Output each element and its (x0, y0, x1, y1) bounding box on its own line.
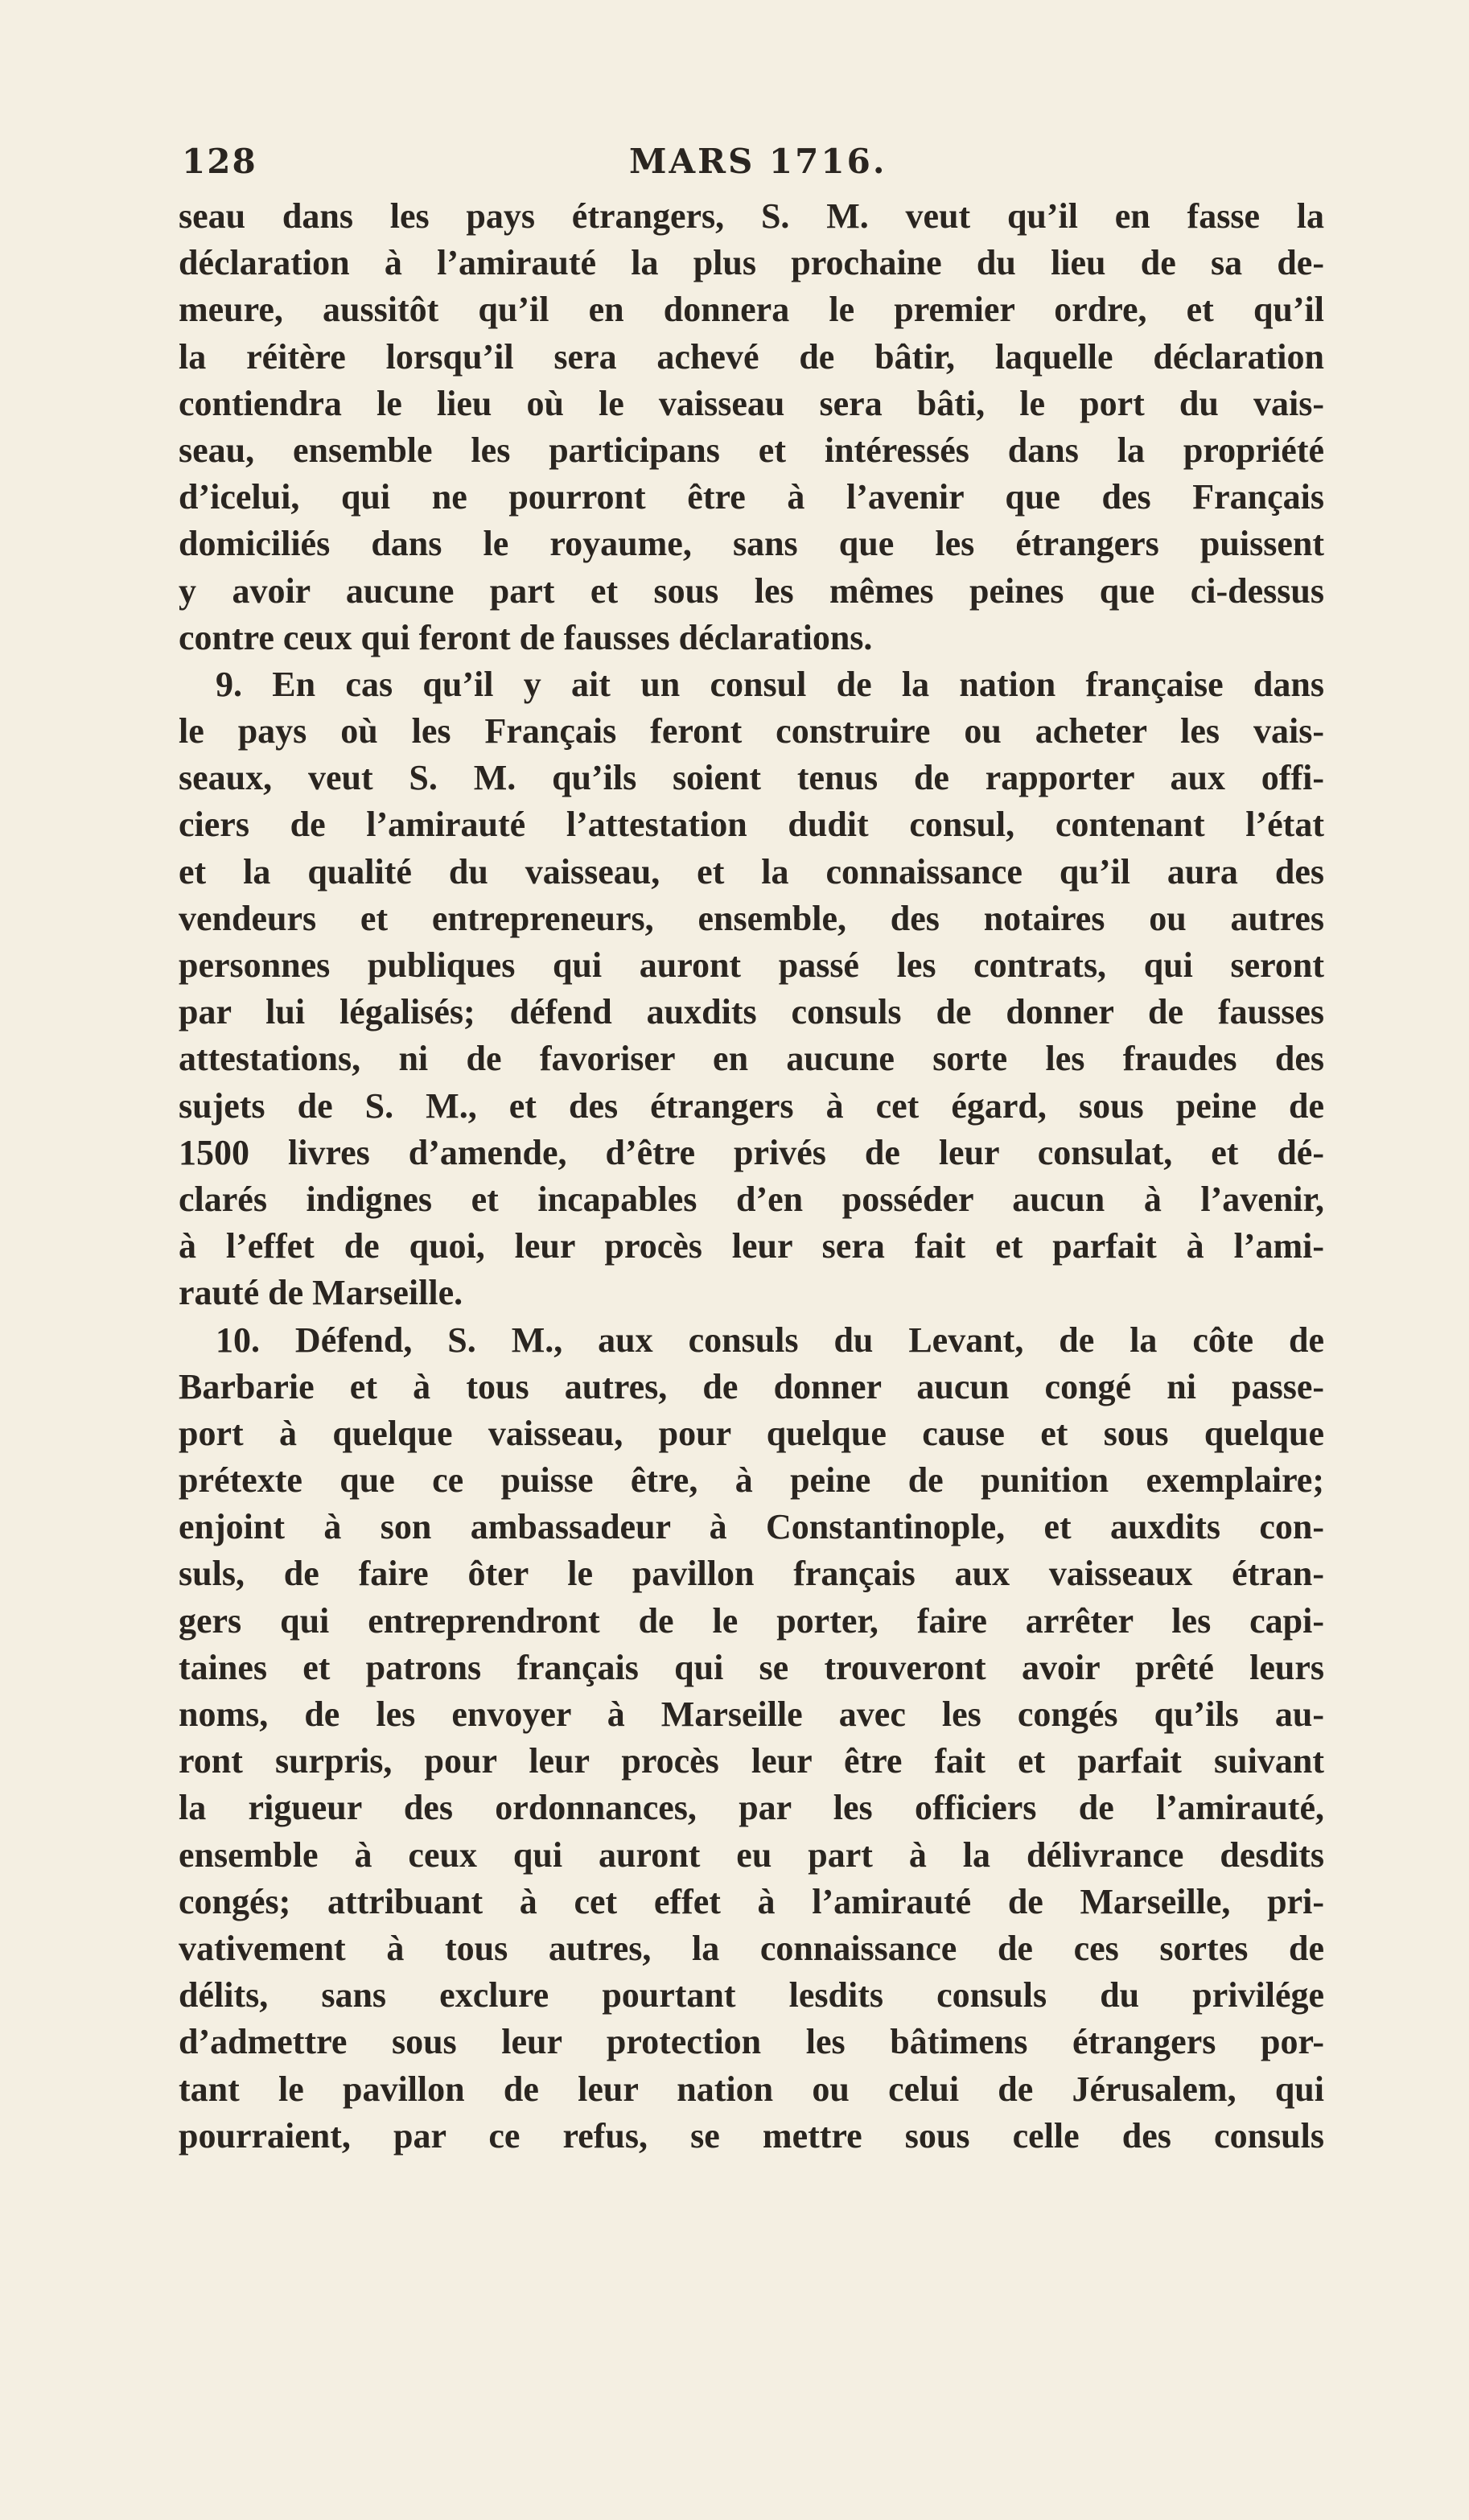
text-line: noms, de les envoyer à Marseille avec les congés qu’ils au- (179, 1694, 1324, 1734)
text-line: tant le pavillon de leur nation ou celui de Jérusalem, qui (179, 2069, 1324, 2109)
text-line: sujets de S. M., et des étrangers à cet égard, sous peine de (179, 1085, 1324, 1126)
text-line: déclaration à l’amirauté la plus prochaine du lieu de sa de- (179, 243, 1324, 283)
text-line: Barbarie et à tous autres, de donner aucun congé ni passe- (179, 1366, 1324, 1406)
text-line: clarés indignes et incapables d’en posséder aucun à l’avenir, (179, 1179, 1324, 1219)
text-line: et la qualité du vaisseau, et la connaissance qu’il aura des (179, 851, 1324, 891)
text-line: 1500 livres d’amende, d’être privés de leur consulat, et dé- (179, 1132, 1324, 1172)
text-line: seaux, veut S. M. qu’ils soient tenus de rapporter aux offi- (179, 758, 1324, 798)
body-text (179, 193, 1324, 2160)
text-line: d’icelui, qui ne pourront être à l’avenir que des Français (179, 477, 1324, 517)
text-line: d’admettre sous leur protection les bâtimens étrangers por- (179, 2022, 1324, 2062)
text-line: taines et patrons français qui se trouveront avoir prêté leurs (179, 1647, 1324, 1687)
text-line: à l’effet de quoi, leur procès leur sera fait et parfait à l’ami- (179, 1226, 1324, 1266)
article-9-start: 9. En cas qu’il y ait un consul de la nation française dans (216, 664, 1324, 704)
text-line: meure, aussitôt qu’il en donnera le premier ordre, et qu’il (179, 290, 1324, 330)
text-line: rauté de Marseille. (179, 1273, 463, 1313)
text-line: domiciliés dans le royaume, sans que les étrangers puissent (179, 524, 1324, 564)
text-line: enjoint à son ambassadeur à Constantinople, et auxdits con- (179, 1507, 1324, 1547)
article-10-start: 10. Défend, S. M., aux consuls du Levant, de la côte de (216, 1320, 1324, 1360)
text-line: port à quelque vaisseau, pour quelque cause et sous quelque (179, 1413, 1324, 1453)
text-line: ront surpris, pour leur procès leur être fait et parfait suivant (179, 1741, 1324, 1781)
book-page (179, 142, 1324, 2160)
page-number: 128 (182, 142, 257, 181)
text-line: délits, sans exclure pourtant lesdits consuls du privilége (179, 1975, 1324, 2016)
text-line: y avoir aucune part et sous les mêmes peines que ci-dessus (179, 570, 1324, 611)
text-line: suls, de faire ôter le pavillon français aux vaisseaux étran- (179, 1554, 1324, 1594)
text-line: congés; attribuant à cet effet à l’amirauté de Marseille, pri- (179, 1881, 1324, 1921)
text-line: seau, ensemble les participans et intéressés dans la propriété (179, 430, 1324, 470)
text-line: contre ceux qui feront de fausses déclarations. (179, 617, 873, 657)
text-line: la rigueur des ordonnances, par les officiers de l’amirauté, (179, 1788, 1324, 1828)
text-line: personnes publiques qui auront passé les contrats, qui seront (179, 945, 1324, 985)
text-line: seau dans les pays étrangers, S. M. veut qu’il en fasse la (179, 196, 1324, 236)
text-line: prétexte que ce puisse être, à peine de punition exemplaire; (179, 1460, 1324, 1501)
text-line: contiendra le lieu où le vaisseau sera bâti, le port du vais- (179, 383, 1324, 423)
text-line: vativement à tous autres, la connaissance de ces sortes de (179, 1928, 1324, 1968)
text-line: par lui légalisés; défend auxdits consuls de donner de fausses (179, 992, 1324, 1032)
text-line: ensemble à ceux qui auront eu part à la délivrance desdits (179, 1834, 1324, 1875)
running-head: MARS 1716. (629, 142, 887, 181)
text-line: gers qui entreprendront de le porter, faire arrêter les capi- (179, 1600, 1324, 1641)
page-header (179, 142, 1324, 187)
text-line: attestations, ni de favoriser en aucune sorte les fraudes des (179, 1039, 1324, 1079)
text-line: pourraient, par ce refus, se mettre sous celle des consuls (179, 2115, 1324, 2156)
text-line: le pays où les Français feront construire ou acheter les vais- (179, 711, 1324, 751)
text-line: ciers de l’amirauté l’attestation dudit consul, contenant l’état (179, 805, 1324, 845)
text-line: vendeurs et entrepreneurs, ensemble, des notaires ou autres (179, 898, 1324, 938)
text-line: la réitère lorsqu’il sera achevé de bâtir, laquelle déclaration (179, 336, 1324, 377)
